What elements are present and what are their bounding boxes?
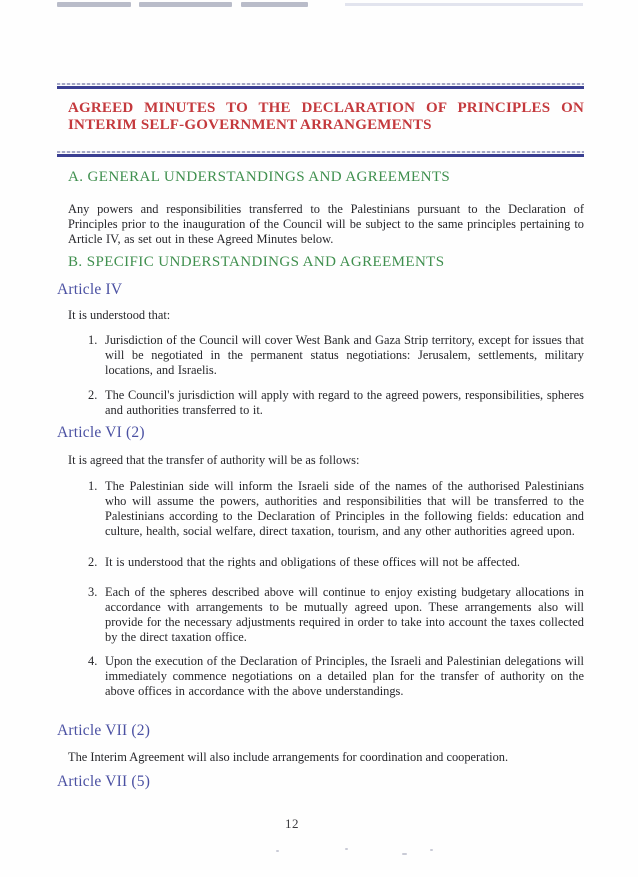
list-item bbox=[88, 479, 584, 539]
list-item-number: 2. bbox=[88, 388, 98, 402]
article-vii-5-heading: Article VII (5) bbox=[57, 773, 151, 790]
list-item bbox=[88, 388, 584, 418]
scan-speckle bbox=[276, 850, 279, 852]
list-item-number: 4. bbox=[88, 654, 98, 668]
list-item bbox=[88, 333, 584, 378]
document-title-line2: INTERIM SELF-GOVERNMENT ARRANGEMENTS bbox=[68, 117, 432, 133]
list-item-number: 2. bbox=[88, 555, 98, 569]
document-title-line1: AGREED MINUTES TO THE DECLARATION OF PRINCIPLES ON bbox=[68, 100, 584, 116]
title-rule-bottom bbox=[57, 151, 584, 157]
list-item bbox=[88, 585, 584, 645]
rule-dotted-line bbox=[57, 83, 584, 85]
rule-solid-line bbox=[57, 86, 584, 89]
section-b-heading: B. SPECIFIC UNDERSTANDINGS AND AGREEMENTS bbox=[68, 254, 445, 270]
scan-speckle bbox=[345, 848, 348, 850]
list-item-number: 3. bbox=[88, 585, 98, 599]
list-item-number: 1. bbox=[88, 333, 98, 347]
scan-speckle bbox=[402, 853, 407, 855]
article-vii-2-paragraph: The Interim Agreement will also include arrangements for coordination and cooperation. bbox=[68, 750, 509, 764]
scan-speckle bbox=[430, 849, 433, 851]
list-item bbox=[88, 555, 584, 570]
scan-edge-artifact bbox=[139, 2, 232, 7]
article-vi-2-intro: It is agreed that the transfer of authority will be as follows: bbox=[68, 453, 360, 467]
page-number: 12 bbox=[285, 816, 299, 831]
title-rule-top bbox=[57, 83, 584, 89]
section-a-heading: A. GENERAL UNDERSTANDINGS AND AGREEMENTS bbox=[68, 169, 451, 185]
list-item-text: The Palestinian side will inform the Israeli side of the names of the authorised Palestinians who will assume the powers, authorities and responsibilities that will be transferred to the Palestinians according to the Declaration of Principles in the following fields: education and culture, health, social welfare, direct taxation, tourism, and any other authorities agreed upon. bbox=[105, 479, 584, 538]
rule-dotted-line bbox=[57, 151, 584, 153]
list-item-text: Upon the execution of the Declaration of Principles, the Israeli and Palestinian delegations will immediately commence negotiations on a detailed plan for the transfer of authority on the above offices in accordance with the above understandings. bbox=[105, 654, 584, 698]
list-item-text: Jurisdiction of the Council will cover West Bank and Gaza Strip territory, except for issues that will be negotiated in the permanent status negotiations: Jerusalem, settlements, military locations, and Israelis. bbox=[105, 333, 584, 377]
scan-edge-artifact bbox=[241, 2, 308, 7]
list-item-number: 1. bbox=[88, 479, 98, 493]
scan-edge-artifact bbox=[345, 3, 583, 6]
list-item-text: The Council's jurisdiction will apply with regard to the agreed powers, responsibilities, spheres and authorities transferred to it. bbox=[105, 388, 584, 417]
rule-solid-line bbox=[57, 154, 584, 157]
article-vii-2-heading: Article VII (2) bbox=[57, 722, 151, 739]
section-a-paragraph: Any powers and responsibilities transferred to the Palestinians pursuant to the Declaration of Principles prior to the inauguration of the Council will be subject to the same principles pertaining to Article IV, as set out in these Agreed Minutes below. bbox=[68, 202, 584, 246]
article-vi-2-heading: Article VI (2) bbox=[57, 424, 145, 441]
article-iv-heading: Article IV bbox=[57, 281, 123, 298]
document-title bbox=[68, 100, 584, 134]
list-item bbox=[88, 654, 584, 699]
list-item-text: It is understood that the rights and obligations of these offices will not be affected. bbox=[105, 555, 520, 569]
article-iv-intro: It is understood that: bbox=[68, 308, 171, 322]
scan-edge-artifact bbox=[57, 2, 131, 7]
list-item-text: Each of the spheres described above will continue to enjoy existing budgetary allocations in accordance with arrangements to be mutually agreed upon. These arrangements also will provide for the necessary adjustments required in order to take into account the taxes collected by the direct taxation office. bbox=[105, 585, 584, 644]
